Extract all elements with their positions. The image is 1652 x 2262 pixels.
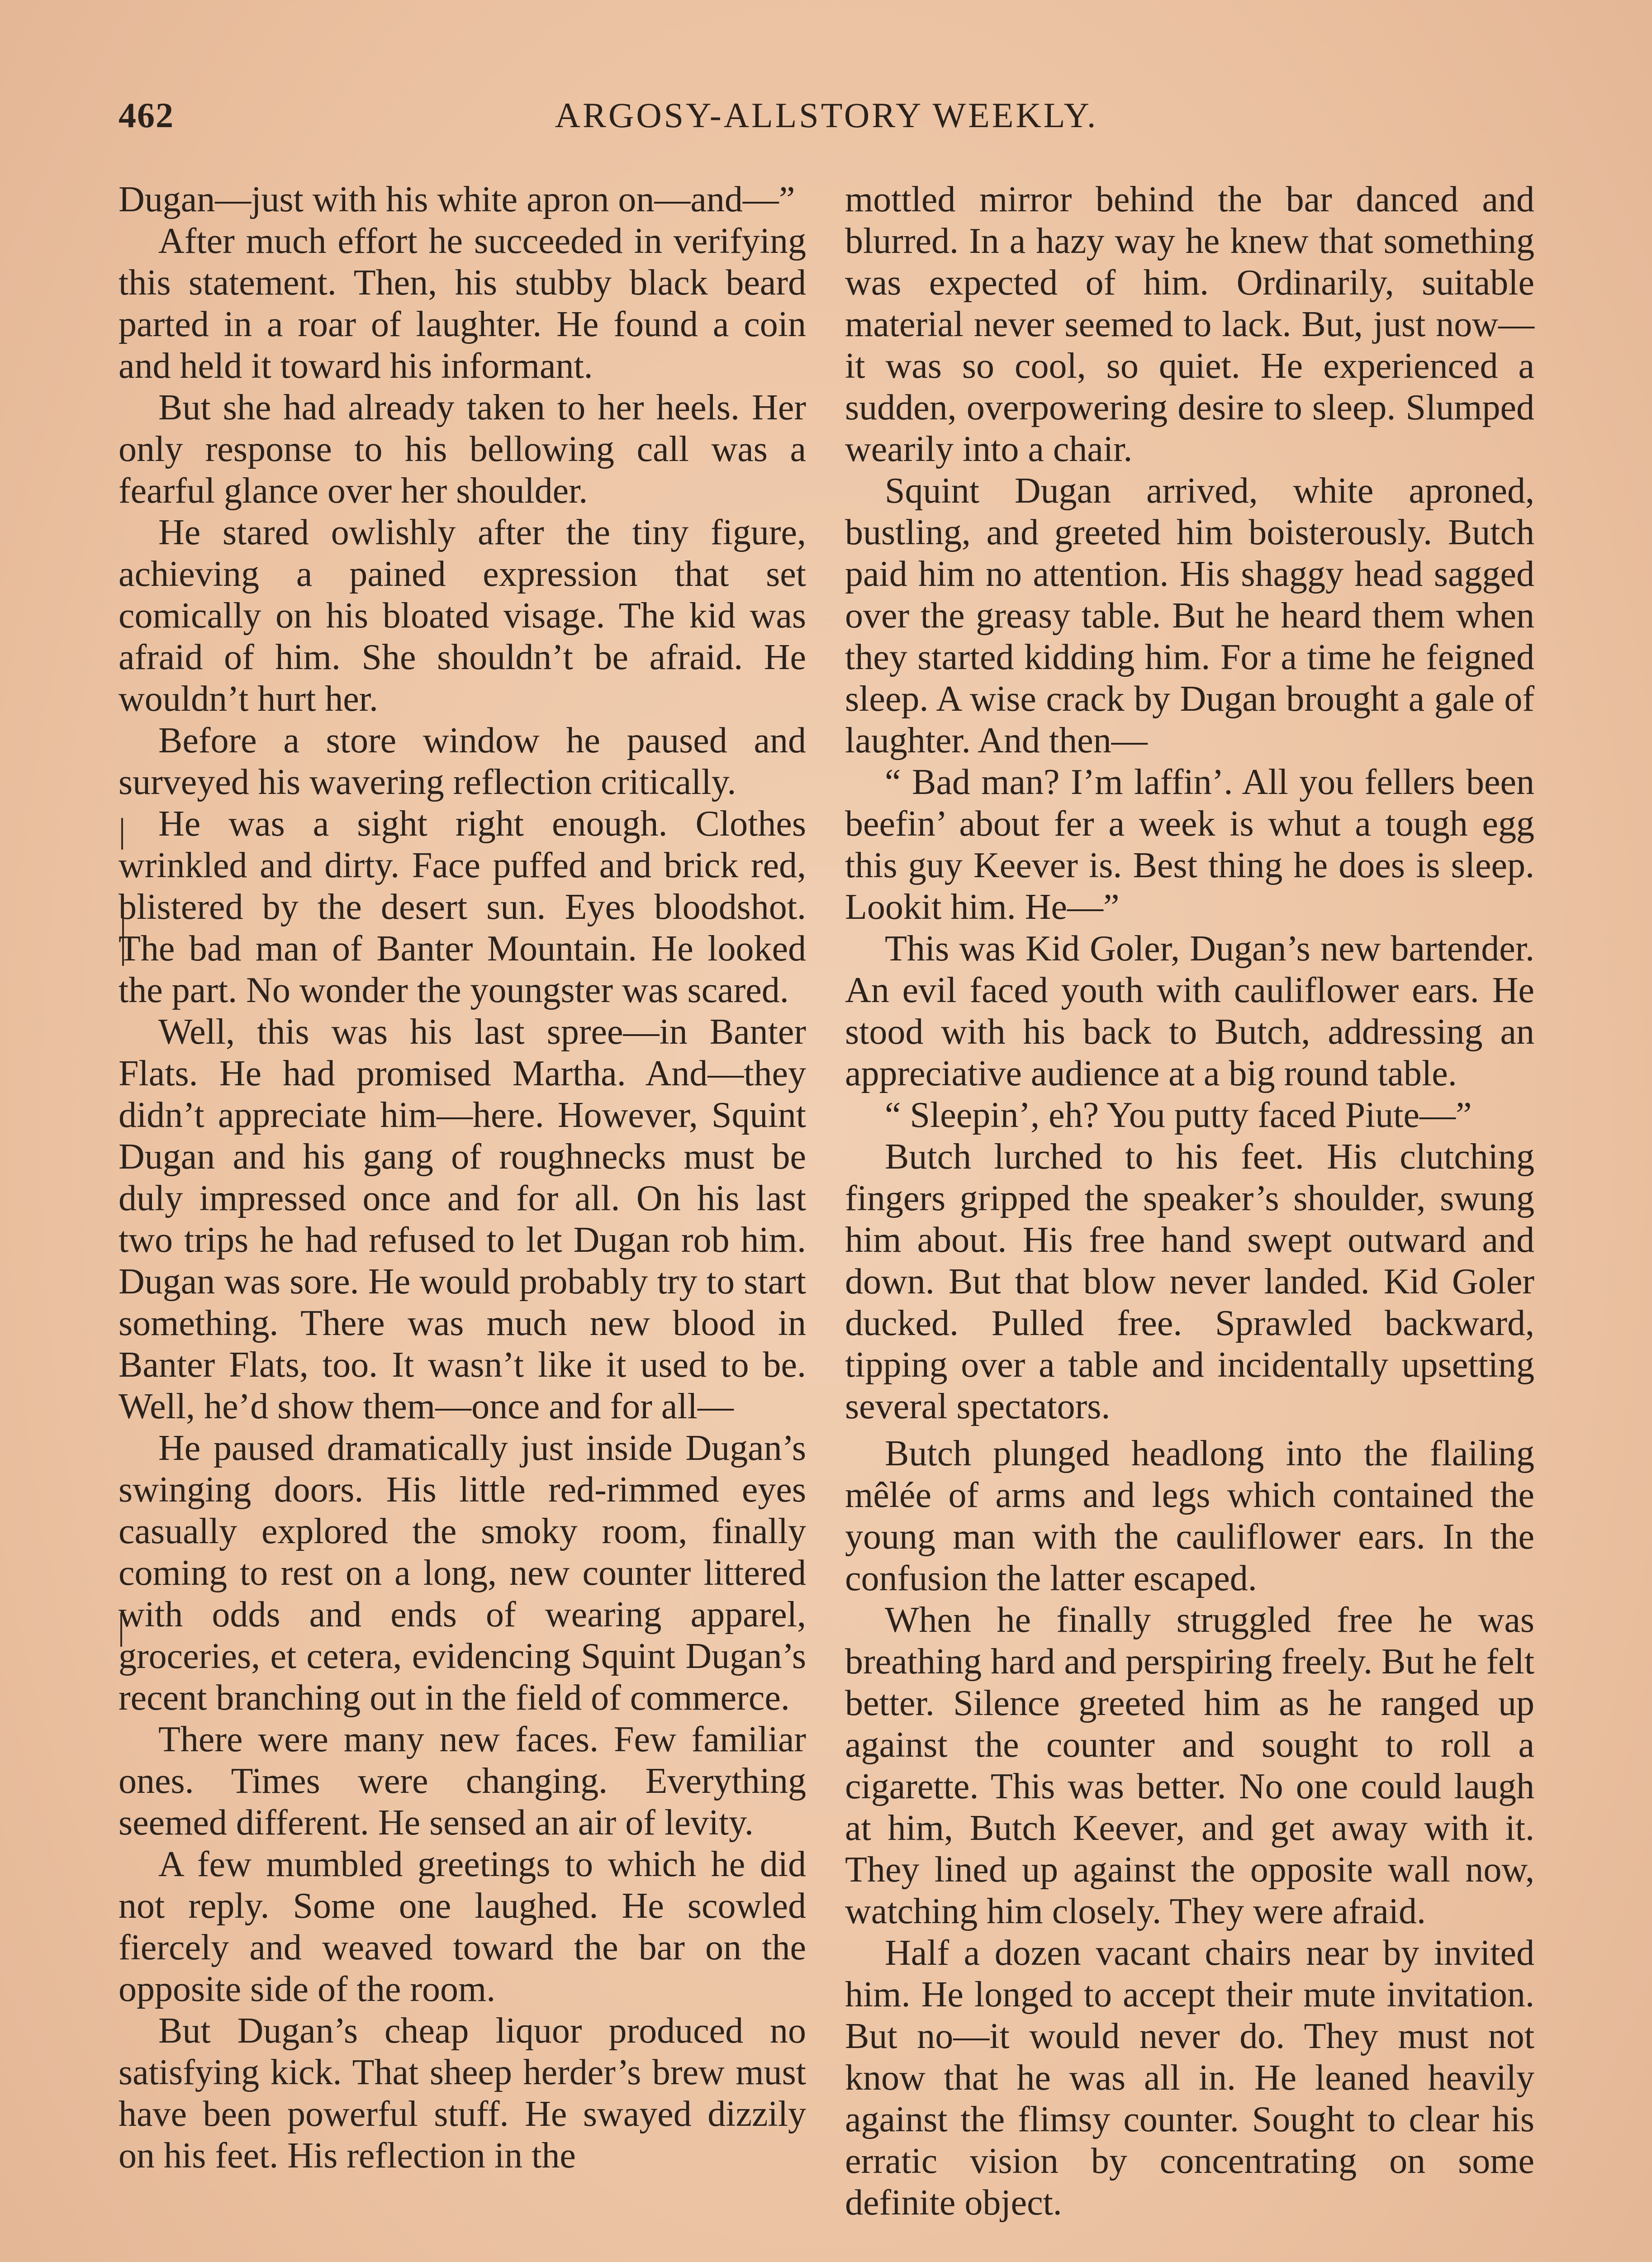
left-column: [119, 179, 806, 2176]
paragraph: When he finally struggled free he was breathing hard and perspiring freely. But he felt better. Silence greeted him as he ranged up against the counter and sought to roll a cigarette. This was better. No one could laugh at him, Butch Keever, and get away with it. They lined up against the opposite wall now, watching him closely. They were afraid.: [845, 1600, 1534, 1931]
paragraph: There were many new faces. Few familiar ones. Times were changing. Everything seemed different. He sensed an air of levity.: [119, 1720, 806, 1843]
paragraph: He paused dramatically just inside Dugan’s swinging doors. His little red-rimmed eyes casually explored the smoky room, finally coming to rest on a long, new counter littered with odds and ends of wearing apparel, groceries, et cetera, evidencing Squint Dugan’s recent branching out in the field of commerce.: [119, 1428, 806, 1718]
paragraph: mottled mirror behind the bar danced and blurred. In a hazy way he knew that something was expected of him. Ordinarily, suitable material never seemed to lack. But, just now—it was so cool, so quiet. He experienced a sudden, overpowering desire to sleep. Slumped wearily into a chair.: [845, 180, 1534, 469]
paragraph: Butch plunged headlong into the flailing mêlée of arms and legs which contained the young man with the cauliflower ears. In the confusion the latter escaped.: [845, 1434, 1534, 1598]
running-title: ARGOSY-ALLSTORY WEEKLY.: [555, 95, 1098, 135]
paragraph: “ Sleepin’, eh? You putty faced Piute—”: [885, 1095, 1472, 1135]
paragraph: A few mumbled greetings to which he did not reply. Some one laughed. He scowled fiercely and weaved toward the bar on the opposite side of the room.: [119, 1844, 806, 2009]
paragraph: Well, this was his last spree—in Banter Flats. He had promised Martha. And—they didn’t appreciate him—here. However, Squint Dugan and his gang of roughnecks must be duly impressed once and for all. On his last two trips he had refused to let Dugan rob him. Dugan was sore. He would probably try to start something. There was much new blood in Banter Flats, too. It wasn’t like it used to be. Well, he’d show them—once and for all—: [119, 1012, 806, 1426]
paragraph: Butch lurched to his feet. His clutching fingers gripped the speaker’s shoulder, swung him about. His free hand swept outward and down. But that blow never landed. Kid Goler ducked. Pulled free. Sprawled backward, tipping over a table and incidentally upsetting several spectators.: [845, 1137, 1534, 1426]
paragraph: But she had already taken to her heels. Her only response to his bellowing call was a fearful glance over her shoulder.: [119, 388, 806, 511]
paragraph: He was a sight right enough. Clothes wrinkled and dirty. Face puffed and brick red, blistered by the desert sun. Eyes bloodshot. The bad man of Banter Mountain. He looked the part. No wonder the youngster was scared.: [119, 804, 806, 1010]
paragraph: Before a store window he paused and surveyed his wavering reflection critically.: [119, 721, 806, 802]
page-number: 462: [119, 95, 174, 135]
paragraph: “ Bad man? I’m laffin’. All you fellers been beefin’ about fer a week is whut a tough egg this guy Keever is. Best thing he does is sleep. Lookit him. He—”: [845, 762, 1534, 927]
right-column: [845, 179, 1534, 2224]
paragraph: But Dugan’s cheap liquor produced no satisfying kick. That sheep herder’s brew must have been powerful stuff. He swayed dizzily on his feet. His reflection in the: [119, 2011, 806, 2176]
paragraph: After much effort he succeeded in verifying this statement. Then, his stubby black beard parted in a roar of laughter. He found a coin and held it toward his informant.: [119, 221, 806, 386]
page-header: [119, 95, 1534, 149]
paragraph: Squint Dugan arrived, white aproned, bustling, and greeted him boisterously. Butch paid him no attention. His shaggy head sagged over the greasy table. But he heard them when they started kidding him. For a time he feigned sleep. A wise crack by Dugan brought a gale of laughter. And then—: [845, 471, 1534, 760]
paragraph: He stared owlishly after the tiny figure, achieving a pained expression that set comically on his bloated visage. The kid was afraid of him. She shouldn’t be afraid. He wouldn’t hurt her.: [119, 513, 806, 719]
paragraph: This was Kid Goler, Dugan’s new bartender. An evil faced youth with cauliflower ears. He stood with his back to Butch, addressing an appreciative audience at a big round table.: [845, 929, 1534, 1093]
paragraph: Dugan—just with his white apron on—and—”: [119, 180, 795, 219]
paragraph: Half a dozen vacant chairs near by invited him. He longed to accept their mute invitation. But no—it would never do. They must not know that he was all in. He leaned heavily against the flimsy counter. Sought to clear his erratic vision by concentrating on some definite object.: [845, 1933, 1534, 2223]
